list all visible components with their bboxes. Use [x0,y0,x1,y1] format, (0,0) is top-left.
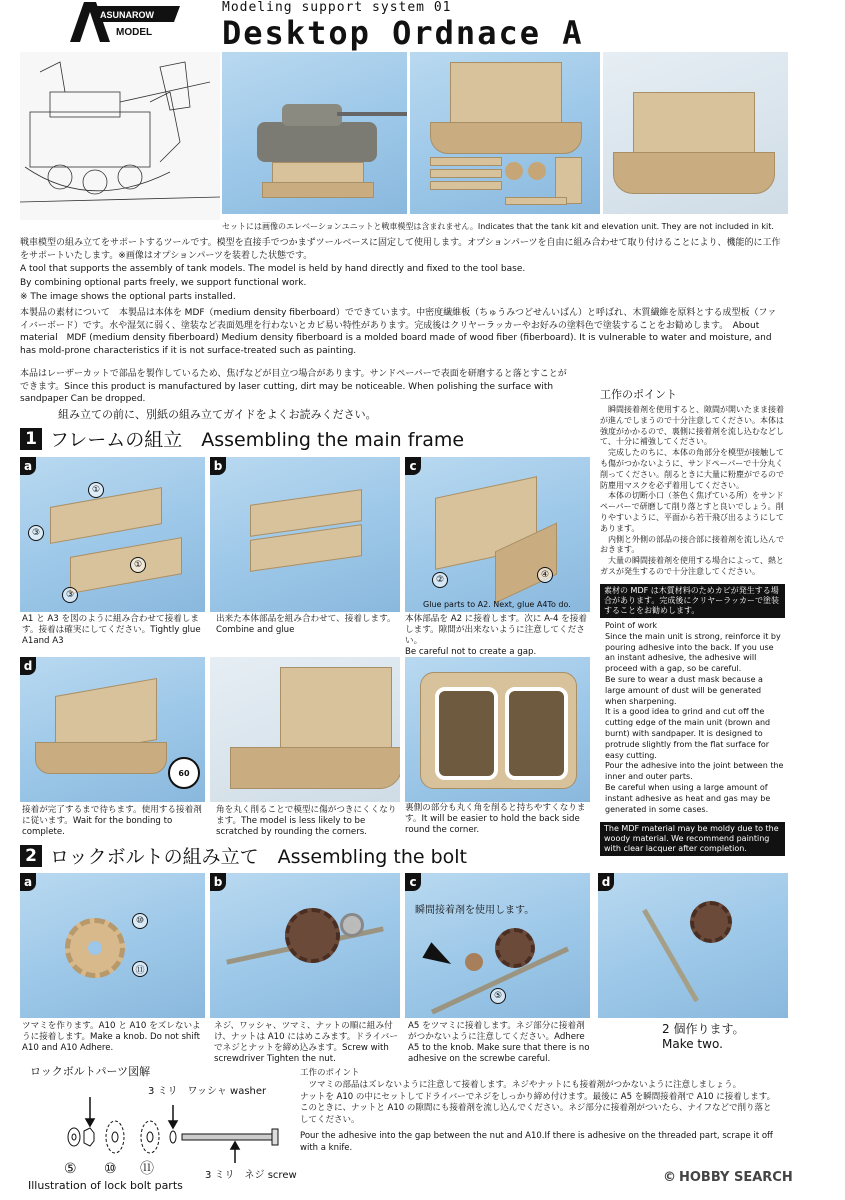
label-1b: ① [130,557,146,573]
step1d-badge: d [20,657,36,675]
part-label-11: ⑪ [140,1161,154,1177]
intro-en-2: By combining optional parts freely, we support functional work. [20,278,307,288]
parts-layout-photo [410,52,600,214]
washer-label: 3 ミリ ワッシャ washer [148,1086,267,1097]
parts-diagram [60,1095,300,1165]
intro-en-1: A tool that supports the assembly of tank models. The model is held by hand directly and fixed to the tool base. [20,264,526,274]
section2-header [20,842,467,869]
assembled-base-photo [603,52,788,214]
bottom-tips-en: Pour the adhesive into the gap between the nut and A10.If there is adhesive on the threaded part, scrape it off with a knife. [300,1131,773,1153]
step1c-caption: 本体部品を A2 に接着します。次に A-4 を接着します。隙間が出来ないように注意してください。 Be careful not to create a gap. [405,614,587,657]
watermark [663,1170,793,1185]
step2a-badge: a [20,873,36,891]
diagram-caption: Illustration of lock bolt parts [28,1179,183,1192]
step2d-caption-en: Make two. [662,1037,723,1051]
section2-title: ロックボルトの組み立て Assembling the bolt [50,846,468,868]
intro-jp: 戦車模型の組み立てをサポートするツールです。模型を直接手でつかまずツールベースに固定して使用します。オプションパーツを自由に組み合わせて取り付けることにより、機能的に工作をサポートいたします。※画像はオプションパーツを装着した状態です。 [20,238,781,261]
section2-number: 2 [20,845,42,867]
step1c-overlay: Glue parts to A2. Next, glue A4To do. [423,600,571,609]
label-4: ④ [537,567,553,583]
subtitle: Modeling support system 01 [222,0,452,15]
label-2: ② [432,572,448,588]
bottom-tips-heading: 工作のポイント [300,1068,360,1078]
step2b-photo [210,873,400,1018]
back-side-photo [405,657,590,802]
step2d-caption-jp: 2 個作ります。 [662,1022,745,1036]
brand-line1: ASUNAROW [100,10,154,20]
step1b-badge: b [210,457,226,475]
step1b-photo [210,457,400,612]
step2b-caption: ネジ、ワッシャ、ツマミ、ナットの順に組み付け、ナットは A10 にはめこみます。ドライバーでネジとナットを締め込みます。Screw with screwdriver Tighten the nut. [214,1021,398,1064]
part-label-10: ⑩ [104,1161,117,1177]
tank-on-base-photo [222,52,407,214]
arrow-icon [422,942,455,972]
step1c-photo [405,457,590,612]
brand-logo [70,2,180,40]
step1a-caption: A1 と A3 を図のように組み合わせて接着します。接着は確実にしてください。Tightly glue A1and A3 [22,614,201,646]
tips-en-box: The MDF material may be moldy due to the woody material. We recommend painting with clear lacquer after completion. [600,822,785,856]
tips-heading: 工作のポイント [600,388,677,401]
label-3b: ③ [62,587,78,603]
label-1a: ① [88,482,104,498]
round-corners-caption: 角を丸く削ることで模型に傷がつきにくくなります。The model is less likely to be scratched by rounding the corners. [216,805,397,837]
tips-en: Point of work Since the main unit is strong, reinforce it by pouring adhesive into the back. If you use an instant adhesive, the adhesive will proceed with a gap, so be careful. Be sure to wear a dust mask because a large amount of dust will be generated when sharpening. It is a good idea to grind and cut off the cutting edge of the main unit (brown and burnt) with sandpaper. It is designed to protrude slightly from the flat surface for easy cutting. Pour the adhesive into the joint between the inner and outer parts. Be careful when using a large amount of instant adhesive as heat and gas may be generated in some cases. [605,621,784,814]
section1-header [20,425,464,452]
sketch-illustration [20,52,220,220]
label-10: ⑩ [132,913,148,929]
timer-icon: 60 [168,757,200,789]
step1a-photo [20,457,205,612]
step2c-overlay: 瞬間接着剤を使用します。 [415,905,535,916]
part-label-5: ⑤ [64,1161,77,1177]
page-title: Desktop Ordnace A [222,14,584,52]
copyright-symbol: © [663,1170,676,1185]
photo-caption: セットには画像のエレベーションユニットと戦車模型は含まれません。Indicates that the tank kit and elevation unit. They are not included in kit. [222,222,774,231]
section1-title: フレームの組立 Assembling the main frame [50,429,465,451]
step2c-photo [405,873,590,1018]
intro-en-3: ※ The image shows the optional parts installed. [20,292,236,302]
step1b-caption: 出来た本体部品を組み合わせて、接着します。 Combine and glue [216,614,396,635]
step2c-badge: c [405,873,421,891]
label-5: ⑤ [490,988,506,1004]
step1d-photo [20,657,205,802]
tips-jp: 瞬間接着剤を使用すると、隙間が開いたまま接着が進んでしまうので十分注意してください。本体は強度がかかるので、裏側に接着剤を流し込むなどして、十分に補強してください。 完成したのちに、本体の角部分を模型が接触しても傷がつかないように、サンドペーパーで十分丸く削ってください。削るときに大量に粉塵がでるので防塵用マスクを必ず着用してください。 本体の切断小口（茶色く焦げている所）をサンドペーパーで研磨して削り落とすと良いでしょう。削りやすいように、平面から若干飛び出るようにしてあります。 内側と外側の部品の接合部に接着剤を流し込んでおきます。 大量の瞬間接着剤を使用する場合によって、熱とガスが発生するので十分注意してください。 [600,405,784,576]
step2c-caption: A5 をツマミに接着します。ネジ部分に接着剤がつかないように注意してください。Adhere A5 to the knob. Make sure that there is no adhesive on the screwbe careful. [408,1021,590,1064]
step2b-badge: b [210,873,226,891]
step2d-photo [598,873,788,1018]
step1c-badge: c [405,457,421,475]
step1d-caption: 接着が完了するまで待ちます。使用する接着剤に従います。Wait for the bonding to complete. [22,805,202,837]
back-side-caption: 裏側の部分も丸く角を削ると持ちやすくなります。It will be easier to hold the back side round the corner. [405,803,586,835]
laser-cut-note: 本品はレーザーカットで部品を製作しているため、焦げなどが目立つ場合があります。サンドペーパーで表面を研磨すると落とすことができます。Since this product is manufactured by laser cutting, dirt may be noticeable. When polishing the surface with sandpaper Can be dropped. [20,369,567,404]
watermark-text: HOBBY SEARCH [679,1170,793,1185]
label-11: ⑪ [132,961,148,977]
brand-line2: MODEL [116,27,153,38]
step2d-badge: d [598,873,614,891]
diagram-title: ロックボルトパーツ図解 [30,1065,151,1078]
step1a-badge: a [20,457,36,475]
round-corners-photo [210,657,400,802]
section1-number: 1 [20,428,42,450]
read-guide-note: 組み立ての前に、別紙の組み立てガイドをよくお読みください。 [58,408,377,421]
label-3a: ③ [28,525,44,541]
step2a-caption: ツマミを作ります。A10 と A10 をズレないように接着します。Make a knob. Do not shift A10 and A10 Adhere. [22,1021,201,1053]
material-note: 本製品の素材について 本製品は本体を MDF（medium density fiberboard）でできています。中密度繊維板（ちゅうみつどせんいばん）と呼ばれ、木質繊維を原料とする成型板（ファイバーボード）です。水や湿気に弱く、塗装など表面処理を行わないとカビ易い特性があります。完成後はクリヤーラッカーやお好みの塗料色で塗装することをお勧めします。 About material MDF (medium density fiberboard) Medium density fiberboard is a molded board made of wood fiber (fiberboard). It is vulnerable to water and moisture, and has mold-prone characteristics if it is not surface-treated such as painting. [20,308,777,356]
bottom-tips-jp: ツマミの部品はズレないように注意して接着します。ネジやナットにも接着剤がつかないように注意しましょう。 ナットを A10 の中にセットしてドライバーでネジをしっかり締め付けます。最後に A5 を瞬間接着剤で A10 に接着します。このときに、ナットと A10 の隙間にも接着剤を流し込んでください。ネジ部分に接着剤がついたら、ナイフなどで削り落としてください。 [300,1080,776,1125]
tips-jp-box: 素材の MDF は木質材料のためカビが発生する場合があります。完成後にクリヤーラッカーで塗装することをお勧めします。 [600,584,785,618]
screw-label: 3 ミリ ネジ screw [205,1170,297,1181]
step2a-photo [20,873,205,1018]
